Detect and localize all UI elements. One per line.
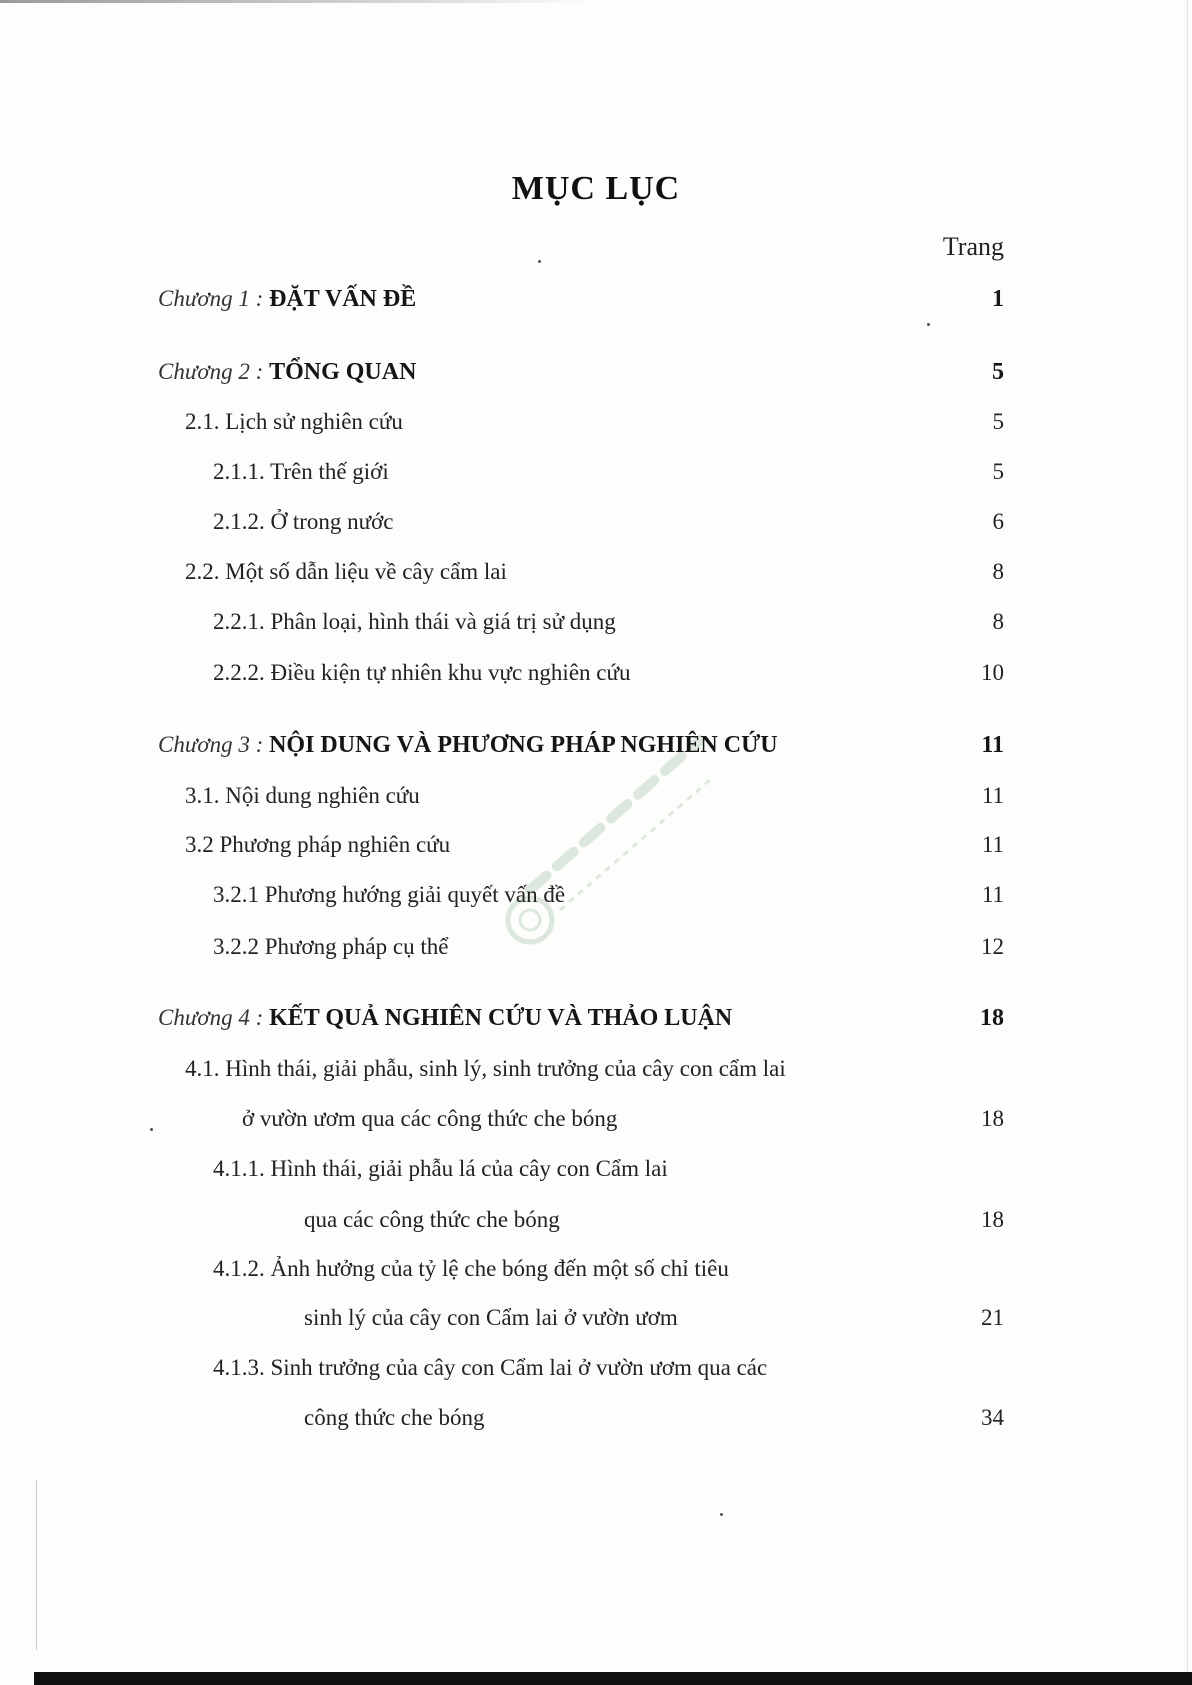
scan-speck (927, 323, 930, 326)
toc-page-number: 10 (981, 660, 1004, 685)
toc-page-number: 8 (992, 609, 1004, 634)
chapter-heading: KẾT QUẢ NGHIÊN CỨU VÀ THẢO LUẬN (269, 1005, 733, 1031)
chapter-heading: TỔNG QUAN (269, 359, 417, 385)
toc-continuation (0, 1301, 1192, 1335)
toc-subsection (0, 505, 1192, 539)
toc-entry-text: 3.1. Nội dung nghiên cứu (185, 783, 420, 808)
toc-subsection (0, 1152, 1192, 1186)
toc-page-number: 18 (981, 1207, 1004, 1232)
chapter-label: Chương 4 : (158, 1005, 264, 1030)
toc-entry-text: 2.2.1. Phân loại, hình thái và giá trị sử dụng (213, 609, 616, 634)
toc-entry-text: 4.1.1. Hình thái, giải phẫu lá của cây con Cẩm lai (213, 1156, 668, 1181)
scan-bottom-marks (40, 1648, 1160, 1673)
toc-chapter (0, 282, 1192, 316)
toc-section (0, 1052, 1192, 1086)
toc-subsection (0, 605, 1192, 639)
toc-chapter (0, 355, 1192, 389)
scan-speck (720, 1513, 723, 1516)
chapter-label: Chương 2 : (158, 359, 264, 384)
toc-entry-text: 2.1.2. Ở trong nước (213, 509, 394, 534)
toc-page-number: 11 (981, 783, 1004, 808)
chapter-heading: NỘI DUNG VÀ PHƯƠNG PHÁP NGHIÊN CỨU (269, 732, 778, 758)
toc-page-number: 18 (981, 1106, 1004, 1131)
toc-subsection (0, 1252, 1192, 1286)
toc-chapter (0, 1001, 1192, 1035)
toc-entry-text: ở vườn ươm qua các công thức che bóng (242, 1106, 618, 1131)
toc-page-number: 5 (992, 459, 1004, 484)
toc-page-number: 1 (992, 286, 1004, 312)
page-title: MỤC LỤC (511, 170, 681, 207)
toc-entry-text: 2.2. Một số dẫn liệu về cây cẩm lai (185, 559, 507, 584)
toc-chapter (0, 728, 1192, 762)
toc-subsection (0, 878, 1192, 912)
toc-entry-text: qua các công thức che bóng (304, 1207, 560, 1232)
toc-chapter-title (158, 1001, 732, 1035)
toc-subsection (0, 930, 1192, 964)
scan-edge-bottom (34, 1672, 1192, 1685)
toc-chapter-title (158, 728, 778, 762)
toc-page-number: 21 (981, 1305, 1004, 1330)
toc-page-number: 6 (992, 509, 1004, 534)
toc-section (0, 779, 1192, 813)
page-column-header: Trang (942, 232, 1004, 261)
toc-entry-text: 3.2.1 Phương hướng giải quyết vấn đề (213, 882, 566, 907)
toc-subsection (0, 656, 1192, 690)
toc-entry-text: 2.2.2. Điều kiện tự nhiên khu vực nghiên cứu (213, 660, 631, 685)
toc-page-number: 8 (992, 559, 1004, 584)
toc-chapter-title (158, 282, 416, 316)
toc-page-number: 11 (981, 882, 1004, 907)
toc-continuation (0, 1203, 1192, 1237)
toc-section (0, 555, 1192, 589)
toc-entry-text: 3.2.2 Phương pháp cụ thể (213, 934, 449, 959)
toc-continuation (0, 1401, 1192, 1435)
chapter-label: Chương 3 : (158, 732, 264, 757)
toc-page-number: 5 (992, 359, 1004, 385)
toc-entry-text: 4.1. Hình thái, giải phẫu, sinh lý, sinh trưởng của cây con cẩm lai (185, 1056, 786, 1081)
toc-subsection (0, 1351, 1192, 1385)
toc-page-number: 18 (980, 1005, 1004, 1031)
toc-entry-text: sinh lý của cây con Cẩm lai ở vườn ươm (304, 1305, 678, 1330)
toc-entry-text: 2.1. Lịch sử nghiên cứu (185, 409, 403, 434)
scan-speck (538, 260, 541, 263)
toc-entry-text: công thức che bóng (304, 1405, 485, 1430)
chapter-heading: ĐẶT VẤN ĐỀ (269, 286, 417, 312)
toc-page-number: 11 (981, 832, 1004, 857)
toc-entry-text: 3.2 Phương pháp nghiên cứu (185, 832, 451, 857)
scan-edge-top (0, 0, 590, 3)
toc-page-number: 12 (981, 934, 1004, 959)
toc-page-number: 11 (981, 732, 1004, 758)
toc-section (0, 828, 1192, 862)
toc-entry-text: 4.1.2. Ảnh hưởng của tỷ lệ che bóng đến một số chỉ tiêu (213, 1256, 729, 1281)
toc-entry-text: 4.1.3. Sinh trưởng của cây con Cẩm lai ở vườn ươm qua các (213, 1355, 768, 1380)
scan-edge-left (36, 1480, 37, 1650)
chapter-label: Chương 1 : (158, 286, 264, 311)
toc-page-number: 34 (981, 1405, 1004, 1430)
toc-continuation (0, 1102, 1192, 1136)
toc-entry-text: 2.1.1. Trên thế giới (213, 459, 389, 484)
toc-page-number: 5 (992, 409, 1004, 434)
toc-subsection (0, 455, 1192, 489)
toc-section (0, 405, 1192, 439)
toc-chapter-title (158, 355, 416, 389)
